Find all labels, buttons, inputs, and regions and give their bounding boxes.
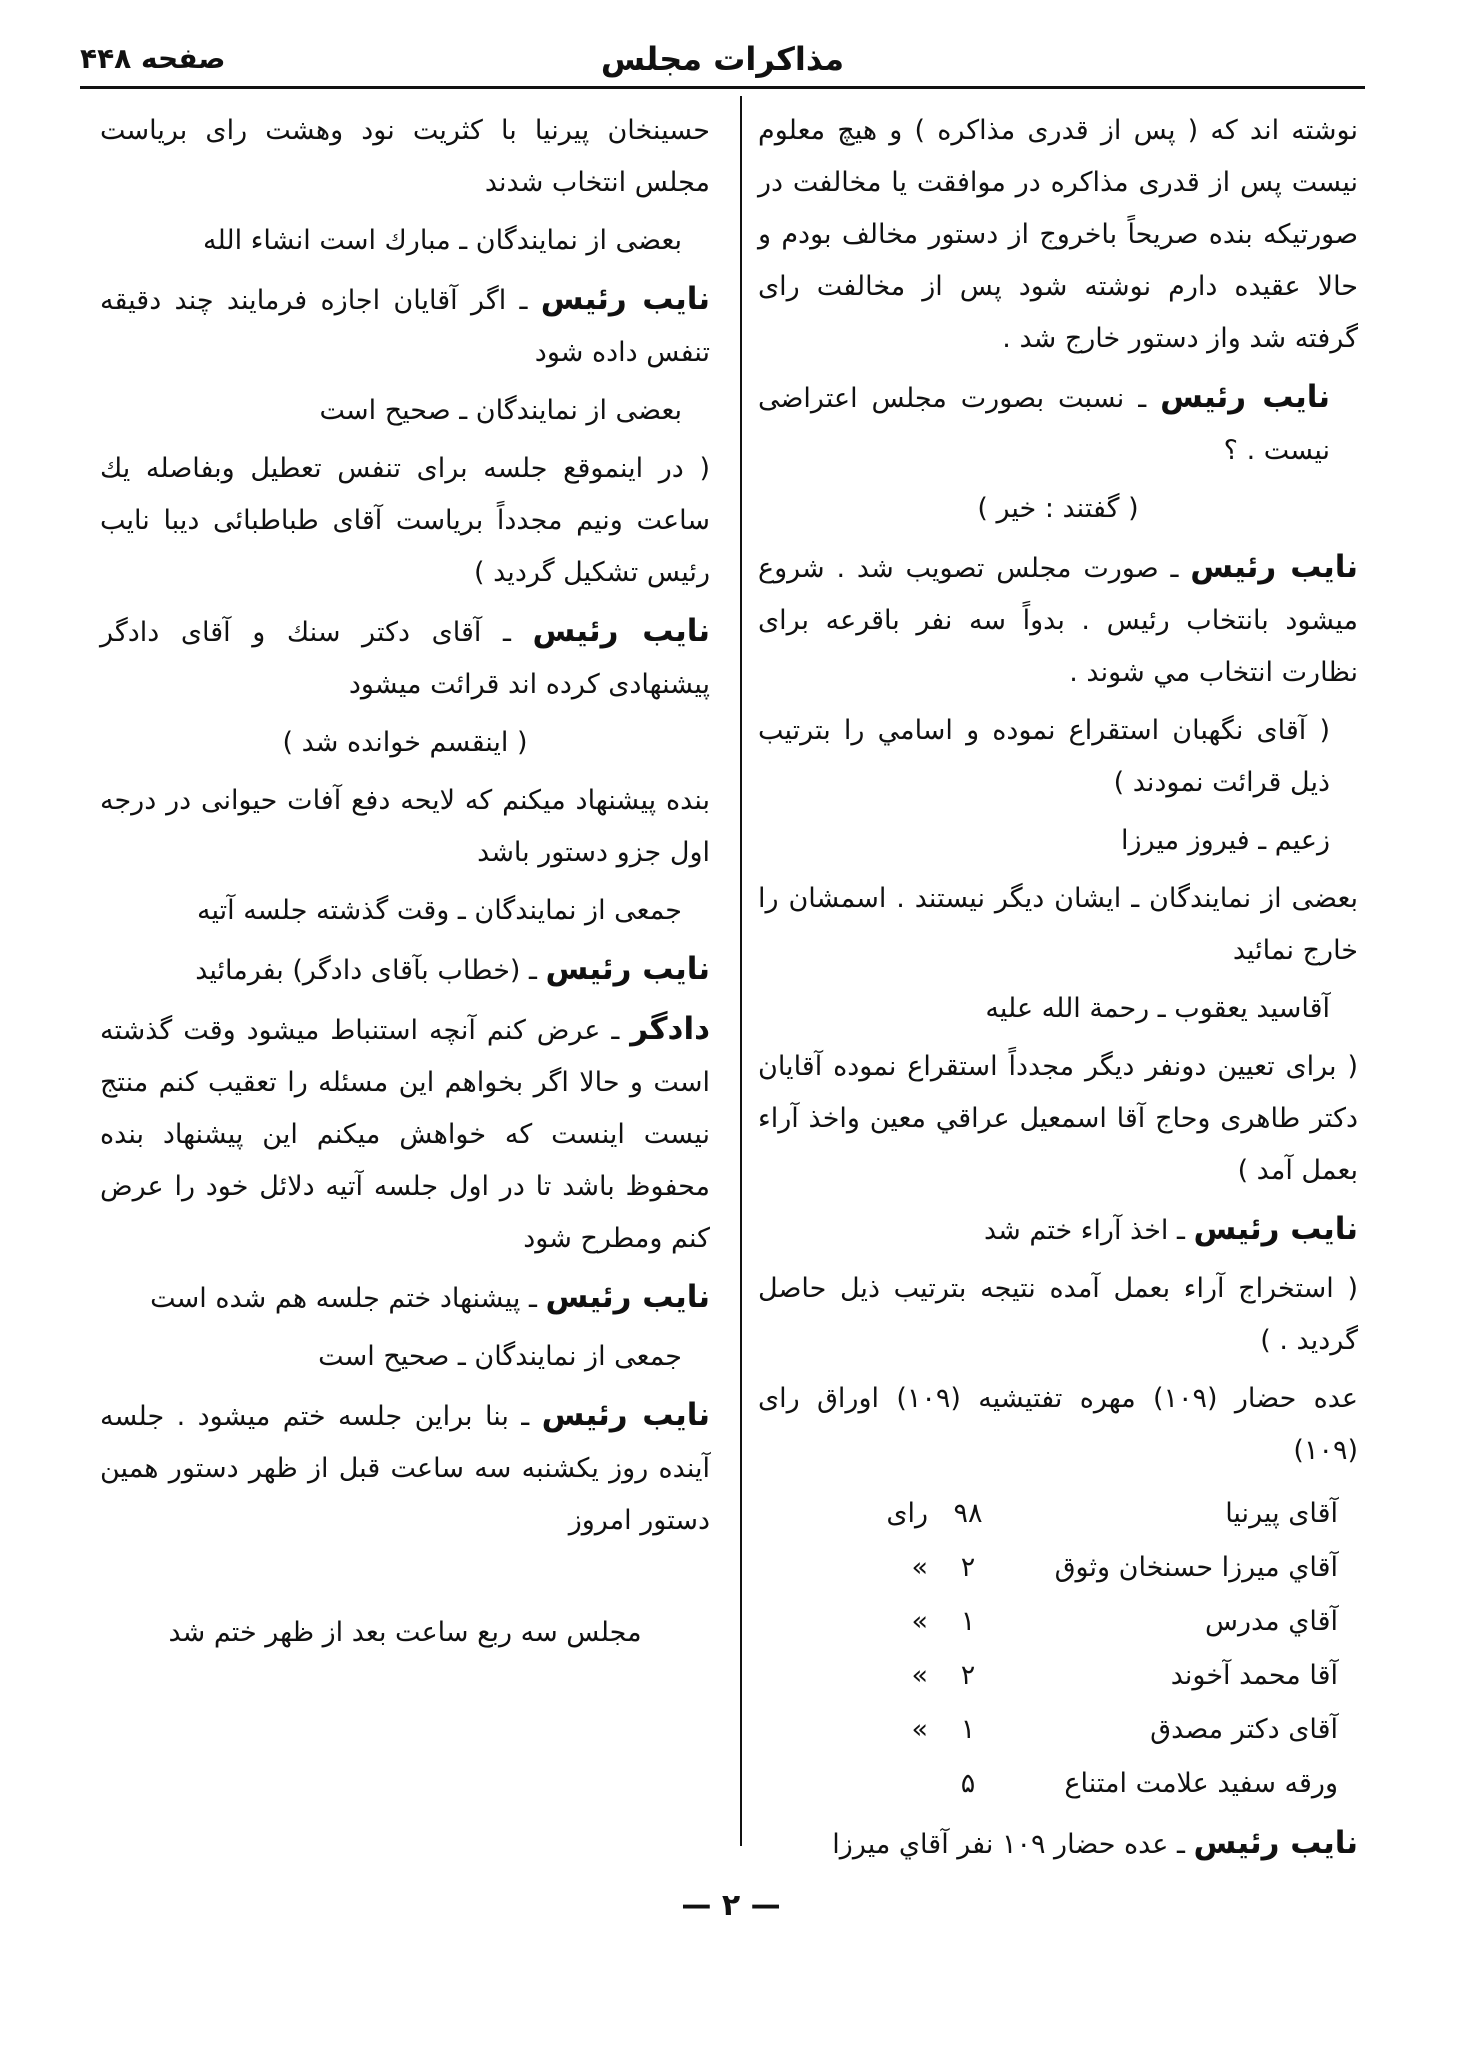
table-row: [818, 1487, 1338, 1541]
speech-text: ـ آقای دکتر سنك و آقای دادگر پیشنهادی کرده اند قرائت میشود: [100, 617, 710, 700]
candidate-name: آقا محمد آخوند: [1170, 1660, 1338, 1691]
vote-unit: »: [911, 1552, 928, 1583]
table-row: [818, 1703, 1338, 1757]
right-column: [758, 105, 1358, 1877]
speaker-name: نایب رئیس: [1160, 379, 1330, 415]
paragraph: [100, 1389, 710, 1547]
speech-text: ـ عرض کنم آنچه استنباط میشود وقت گذشته است و حالا اگر بخواهم این مسئله را تعقیب کنم منتج نیست اینست که خواهش میکنم این پیشنهاد بنده محفوظ باشد تا در اول جلسه آتیه دلائل خود را عرض کنم ومطرح شود: [100, 1015, 710, 1254]
paragraph: [758, 1203, 1358, 1257]
paragraph: زعیم ـ فیروز میرزا: [1121, 825, 1330, 856]
page-header: [80, 40, 1365, 88]
paragraph: حسینخان پیرنیا با کثریت نود وهشت رای بریاست مجلس انتخاب شدند: [100, 115, 710, 198]
speech-text: ـ پیشنهاد ختم جلسه هم شده است: [150, 1283, 546, 1314]
speaker-name: نایب رئیس: [532, 613, 710, 649]
paragraph: ( گفتند : خیر ): [977, 493, 1139, 524]
speech-text: ـ اخذ آراء ختم شد: [983, 1215, 1194, 1246]
page-title: مذاکرات مجلس: [600, 40, 845, 78]
paragraph: [100, 1003, 710, 1265]
paragraph: بعضی از نمایندگان ـ صحیح است: [319, 395, 682, 426]
paragraph: ( اینقسم خوانده شد ): [282, 727, 528, 758]
paragraph: جمعی از نمایندگان ـ وقت گذشته جلسه آتیه: [196, 895, 682, 926]
speech-text: ـ صورت مجلس تصویب شد . شروع میشود بانتخاب رئیس . بدواً سه نفر باقرعه برای نظارت انتخاب مي شوند .: [758, 553, 1358, 688]
paragraph: ( در اینموقع جلسه برای تنفس تعطیل وبفاصله یك ساعت ونیم مجدداً بریاست آقای طباطبائی دیبا نایب رئیس تشکیل گردید ): [100, 453, 710, 588]
speech-text: ـ اگر آقایان اجازه فرمایند چند دقیقه تنفس داده شود: [100, 285, 710, 368]
paragraph: بعضی از نمایندگان ـ مبارك است انشاء الله: [202, 225, 682, 256]
vote-count: ۵: [960, 1768, 976, 1799]
speaker-name: نایب رئیس: [1190, 549, 1358, 585]
paragraph: [758, 371, 1358, 477]
column-divider: [740, 96, 742, 1846]
speaker-name: نایب رئیس: [1193, 1825, 1358, 1861]
paragraph: بعضی از نمایندگان ـ ایشان دیگر نیستند . اسمشان را خارج نمائید: [758, 883, 1358, 966]
vote-count: ۲: [960, 1552, 976, 1583]
header-divider: [80, 86, 1365, 89]
speaker-name: نایب رئیس: [541, 1397, 710, 1433]
vote-count: ۹۸: [953, 1498, 983, 1529]
paragraph: ( استخراج آراء بعمل آمده نتیجه بترتیب ذیل حاصل گردید . ): [758, 1273, 1358, 1356]
paragraph: [100, 1271, 710, 1325]
paragraph: [758, 541, 1358, 699]
paragraph: عده حضار (۱۰۹) مهره تفتیشیه (۱۰۹) اوراق رای (۱۰۹): [758, 1383, 1359, 1466]
speech-text: ـ عده حضار ۱۰۹ نفر آقاي میرزا: [832, 1829, 1194, 1860]
paragraph: جمعی از نمایندگان ـ صحیح است: [318, 1341, 682, 1372]
paragraph: آقاسید یعقوب ـ رحمة الله علیه: [985, 993, 1330, 1024]
speaker-name: نایب رئیس: [540, 281, 710, 317]
table-row: [818, 1595, 1338, 1649]
footer-page-number: — ۲ —: [681, 1888, 781, 1923]
paragraph: [100, 943, 710, 997]
speech-text: ـ بنا براین جلسه ختم میشود . جلسه آینده روز یکشنبه سه ساعت قبل از ظهر دستور همین دستور امروز: [100, 1401, 710, 1536]
left-column: [100, 105, 710, 1665]
vote-count: ۱: [960, 1714, 976, 1745]
candidate-name: آقای دکتر مصدق: [1150, 1714, 1338, 1745]
paragraph: [100, 605, 710, 711]
candidate-name: آقاي مدرس: [1205, 1606, 1338, 1637]
paragraph: [758, 1817, 1358, 1871]
table-row: [818, 1757, 1338, 1811]
vote-unit: رای: [886, 1498, 928, 1529]
candidate-name: ورقه سفید علامت امتناع: [1064, 1768, 1338, 1799]
vote-results-table: [818, 1487, 1338, 1811]
closing-note: مجلس سه ربع ساعت بعد از ظهر ختم شد: [168, 1617, 642, 1648]
vote-unit: »: [911, 1606, 928, 1637]
speaker-name: دادگر: [630, 1011, 710, 1047]
paragraph: [100, 273, 710, 379]
page-number-label: صفحه ۴۴۸: [80, 42, 226, 75]
vote-count: ۲: [960, 1660, 976, 1691]
candidate-name: آقای پیرنیا: [1225, 1498, 1338, 1529]
speaker-name: نایب رئیس: [545, 1279, 710, 1315]
paragraph: بنده پیشنهاد میکنم که لایحه دفع آفات حیوانی در درجه اول جزو دستور باشد: [100, 785, 710, 868]
candidate-name: آقاي میرزا حسنخان وثوق: [1054, 1552, 1338, 1583]
table-row: [818, 1649, 1338, 1703]
speaker-name: نایب رئیس: [1193, 1211, 1358, 1247]
vote-unit: [818, 1757, 928, 1811]
vote-unit: »: [911, 1714, 928, 1745]
paragraph: نوشته اند که ( پس از قدری مذاکره ) و هیچ معلوم نیست پس از قدری مذاکره در موافقت یا مخالفت در صورتیکه بنده صریحاً باخروج از دستور مخالف بودم و حالا عقیده دارم نوشته شود پس از مخالفت رای گرفته شد واز دستور خارج شد .: [758, 115, 1358, 354]
paragraph: ( برای تعیین دونفر دیگر مجدداً استقراع نموده آقایان دکتر طاهری وحاج آقا اسمعیل عراقي معین واخذ آراء بعمل آمد ): [758, 1051, 1358, 1186]
table-row: [818, 1541, 1338, 1595]
speaker-name: نایب رئیس: [545, 951, 710, 987]
speech-text: ـ نسبت بصورت مجلس اعتراضی نیست . ؟: [758, 383, 1330, 466]
vote-count: ۱: [960, 1606, 976, 1637]
speech-text: ـ (خطاب بآقای دادگر) بفرمائید: [195, 955, 546, 986]
vote-unit: »: [911, 1660, 928, 1691]
paragraph: ( آقای نگهبان استقراع نموده و اسامي را بترتیب ذیل قرائت نمودند ): [758, 715, 1330, 798]
